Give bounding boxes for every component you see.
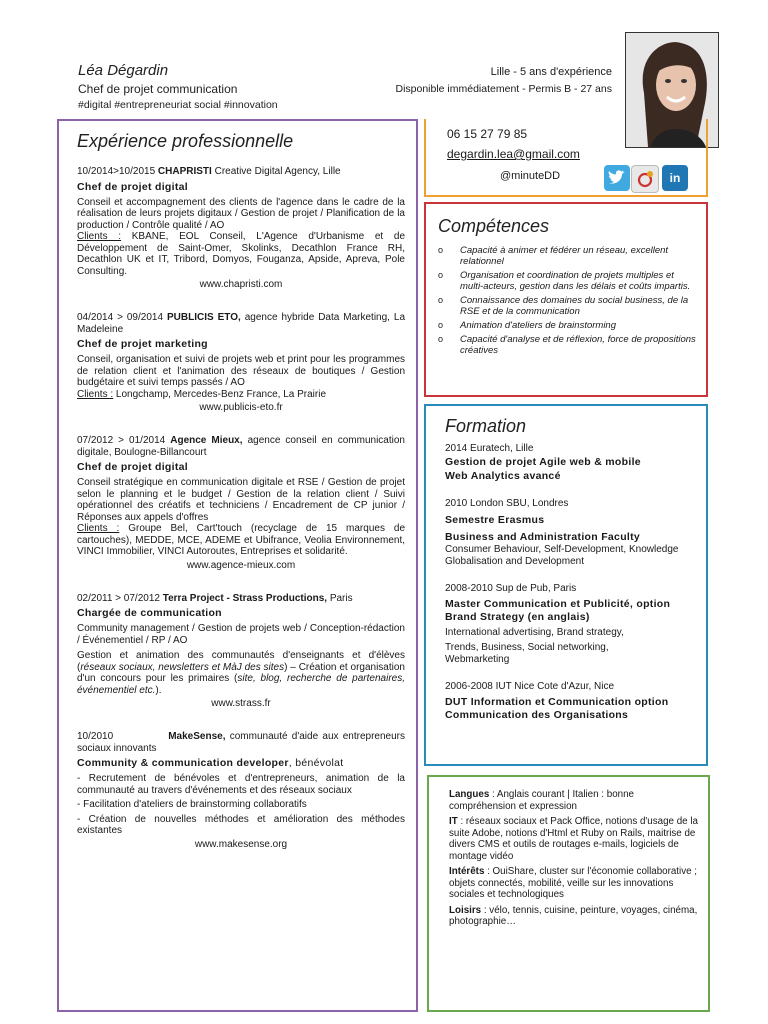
twitter-handle[interactable]: @minuteDD — [500, 170, 561, 182]
item-label: Intérêts — [449, 866, 485, 877]
experience-section — [57, 119, 418, 1012]
list-item — [438, 334, 696, 356]
competences-list — [426, 245, 706, 356]
bullet-icon: o — [438, 245, 444, 255]
experience-entry — [77, 731, 405, 850]
formation-course: Web Analytics avancé — [445, 470, 561, 482]
phone-number[interactable]: 06 15 27 79 85 — [447, 127, 528, 141]
formation-date-school: 2014 Euratech, Lille — [445, 443, 534, 454]
entry-description: Conseil et accompagnement des clients de l'agence dans le cadre de la réalisation de leurs projets digitaux / Gestion de projet / Planification de la production / Contrôle qualité / AO — [77, 196, 405, 231]
candidate-name: Léa Dégardin — [78, 62, 169, 79]
formation-details: Webmarketing — [445, 654, 510, 665]
entry-description: Community management / Gestion de projets web / Conception-rédaction / Événementiel / RP / AO — [77, 623, 405, 646]
detail-italic: site, blog, recherche de partenaires, événementiel etc. — [77, 673, 405, 696]
entry-role: Chef de projet marketing — [77, 338, 208, 350]
misc-section — [427, 775, 710, 1012]
entry-role: Chef de projet digital — [77, 461, 189, 473]
detail-text: ). — [155, 684, 162, 696]
entry-dates: 10/2014>10/2015 — [77, 166, 156, 177]
company-url[interactable]: www.agence-mieux.com — [186, 559, 296, 571]
competence-text: Capacité à animer et fédérer un réseau, excellent relationnel — [460, 245, 669, 267]
experience-title: Expérience professionnelle — [77, 131, 294, 151]
langues-item — [449, 789, 698, 812]
item-label: IT — [449, 816, 458, 827]
entry-dates: 10/2010 — [77, 731, 114, 742]
bullet-icon: o — [438, 334, 444, 344]
formation-course: DUT Information et Communication option Communication des Organisations — [445, 696, 669, 721]
formation-details: International advertising, Brand strategy, — [445, 627, 624, 638]
competence-text: Connaissance des domaines du social business, de la RSE et de la communication — [460, 295, 689, 317]
entry-role: Chef de projet digital — [77, 180, 189, 193]
company-url[interactable]: www.publicis-eto.fr — [199, 402, 283, 413]
availability: Disponible immédiatement - Permis B - 27 ans — [395, 83, 612, 95]
item-text: : Anglais courant | Italien : bonne compréhension et expression — [449, 789, 634, 812]
item-text: : OuiShare, cluster sur l'économie collaborative ; objets connectés, mobilité, veille sur les innovations sociales et technologiques — [449, 866, 697, 900]
entry-bullet: - Création de nouvelles méthodes et amélioration des méthodes existantes — [77, 813, 405, 836]
entry-company-desc: agence conseil en communication digitale, Boulogne-Billancourt — [77, 435, 405, 458]
entry-role: Community & communication developer — [77, 757, 289, 769]
bullet-icon: o — [438, 320, 444, 330]
detail-text: ) – Création et organisation d'un concours pour les primaires ( — [77, 661, 405, 684]
linkedin-icon[interactable]: in — [662, 165, 688, 191]
formation-date-school: 2006-2008 IUT Nice Cote d'Azur, Nice — [445, 681, 615, 692]
hashtags: #digital #entrepreneuriat social #innovation — [78, 99, 278, 111]
entry-company: PUBLICIS ETO, — [166, 312, 241, 323]
it-item — [449, 816, 698, 862]
formation-title: Formation — [445, 416, 527, 436]
experience-entry — [77, 593, 405, 710]
entry-role-suffix: , bénévolat — [288, 757, 344, 769]
twitter-icon[interactable] — [604, 165, 630, 191]
entry-description: Conseil stratégique en communication digitale et RSE / Gestion de projet selon le planning et le budget / Gestion de la relation client / Suivi opérationnel des créatifs et techniciens / Encadrement de CP junior / Réponses aux appels d'offres — [77, 477, 405, 523]
list-item — [438, 245, 696, 267]
competence-text: Organisation et coordination de projets multiples et multi-acteurs, gestion dans les délais et coûts impartis. — [460, 270, 691, 292]
experience-entry — [77, 312, 405, 413]
entry-company: CHAPRISTI — [157, 166, 212, 177]
entry-company-desc: communauté d'aide aux entrepreneurs sociaux innovants — [77, 731, 406, 754]
detail-italic: réseaux sociaux, newsletters et MàJ des sites — [80, 661, 285, 673]
loisirs-item — [449, 905, 698, 928]
formation-section — [424, 404, 708, 766]
item-text: : vélo, tennis, cuisine, peinture, voyages, cinéma, photographie… — [449, 904, 698, 927]
item-label: Langues — [449, 789, 490, 800]
entry-bullet: - Facilitation d'ateliers de brainstorming collaboratifs — [77, 799, 307, 810]
formation-date-school: 2010 London SBU, Londres — [445, 498, 569, 509]
job-title: Chef de projet communication — [78, 82, 238, 96]
interets-item — [449, 866, 698, 901]
competence-text: Capacité d'analyse et de réflexion, force de propositions créatives — [460, 334, 696, 356]
entry-bullet: - Recrutement de bénévoles et d'entrepreneurs, animation de la communauté au travers d'événements et des réseaux sociaux — [77, 773, 405, 796]
clients-label: Clients : — [77, 231, 122, 242]
entry-description-detail — [77, 650, 405, 696]
experience-entry — [77, 435, 405, 571]
item-text: : réseaux sociaux et Pack Office, notions d'usage de la suite Adobe, notions d'Html et Ruby on Rails, maitrise de divers CMS et outils de routages e-mails, logiciels de montage vidéo — [449, 816, 698, 862]
entry-company: MakeSense, — [168, 731, 226, 742]
list-item — [438, 295, 696, 317]
company-url[interactable]: www.chapristi.com — [199, 279, 283, 290]
competence-text: Animation d'ateliers de brainstorming — [460, 320, 617, 331]
clients-list: Groupe Bel, Cart'touch (recyclage de 15 marques de cartouches), MEDDE, MCE, ADEME et Ubifrance, Veolia Environnement, VINCI Immobilier, VINCI Autoroutes, Entreprises et solidarité. — [77, 523, 406, 557]
company-url[interactable]: www.makesense.org — [194, 838, 288, 850]
entry-company-desc: Paris — [329, 592, 353, 604]
bullet-icon: o — [438, 295, 444, 305]
formation-course: Gestion de projet Agile web & mobile — [445, 456, 641, 468]
experience-entry — [77, 166, 405, 290]
entry-dates: 04/2014 > 09/2014 — [77, 312, 164, 323]
formation-course: Business and Administration Faculty — [445, 531, 641, 543]
company-url[interactable]: www.strass.fr — [211, 698, 271, 709]
google-icon[interactable] — [631, 165, 659, 193]
detail-text: Gestion et animation des communautés d'enseignants et d'élèves ( — [77, 650, 405, 673]
clients-label: Clients : — [77, 388, 114, 400]
email-link[interactable]: degardin.lea@gmail.com — [447, 147, 580, 161]
formation-date-school: 2008-2010 Sup de Pub, Paris — [445, 583, 577, 594]
list-item — [438, 320, 696, 331]
entry-company-desc: Creative Digital Agency, Lille — [214, 166, 341, 177]
formation-course: Master Communication et Publicité, option Brand Strategy (en anglais) — [445, 598, 671, 623]
contact-section — [424, 119, 708, 197]
clients-list: Longchamp, Mercedes-Benz France, La Prairie — [115, 388, 327, 400]
formation-course: Semestre Erasmus — [445, 514, 545, 526]
entry-dates: 07/2012 > 01/2014 — [77, 435, 166, 446]
competences-title: Compétences — [438, 216, 550, 236]
clients-label: Clients : — [77, 523, 120, 534]
entry-role: Chargée de communication — [77, 607, 222, 619]
bullet-icon: o — [438, 270, 444, 280]
competences-section — [424, 202, 708, 397]
entry-company: Terra Project - Strass Productions, — [162, 592, 328, 604]
entry-company-desc: agence hybride Data Marketing, La Madeleine — [77, 312, 406, 335]
formation-details: Consumer Behaviour, Self-Development, Knowledge Globalisation and Development — [445, 544, 679, 567]
list-item — [438, 270, 696, 292]
formation-details: Trends, Business, Social networking, — [445, 642, 609, 653]
entry-description: Conseil, organisation et suivi de projets web et print pour les programmes de relation client et l'animation des réseaux de boutiques / Gestion budgétaire et suivi temps passés / AO — [77, 354, 405, 388]
clients-list: KBANE, EOL Conseil, L'Agence d'Urbanisme et de Développement de Saint-Omer, Skolinks, Decathlon France RH, Decathlon UK et IT, Tribord, Domyos, Fouganza, Apside, Apreva, Pole Consulting. — [77, 231, 406, 277]
entry-dates: 02/2011 > 07/2012 — [77, 592, 160, 604]
item-label: Loisirs — [449, 904, 482, 916]
entry-company: Agence Mieux, — [170, 435, 243, 446]
location-experience: Lille - 5 ans d'expérience — [490, 66, 612, 78]
